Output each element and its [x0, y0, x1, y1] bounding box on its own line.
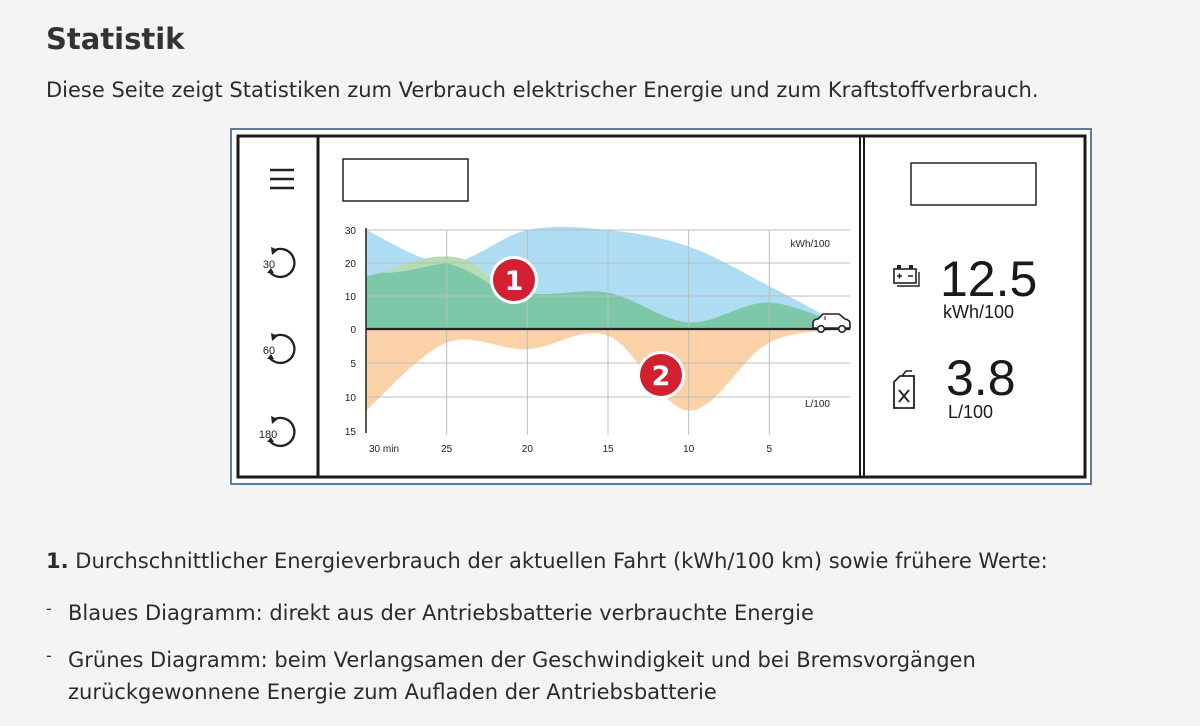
- fuel-value: 3.8: [946, 350, 1016, 406]
- bullet-green: [46, 644, 1166, 708]
- upper-unit-label: kWh/100: [790, 239, 830, 250]
- lower-unit-label: L/100: [804, 399, 830, 410]
- page-title: Statistik: [46, 22, 185, 56]
- legend-item-1: [46, 545, 1048, 577]
- callout-1: [490, 256, 538, 304]
- fuel-unit: L/100: [948, 402, 994, 422]
- chart-title-box: [343, 159, 468, 201]
- energy-unit: kWh/100: [943, 302, 1015, 322]
- readout-title-box: [911, 163, 1036, 205]
- statistics-screen-figure: [230, 128, 1092, 485]
- y-tick-label: 30: [344, 226, 356, 237]
- bullet-blue: [46, 597, 1166, 629]
- y-tick-label: 20: [344, 259, 356, 270]
- x-tick-label: 30 min: [368, 444, 400, 455]
- callout-1-label: 1: [504, 266, 524, 297]
- energy-value: 12.5: [940, 251, 1038, 307]
- statistics-screen-svg: [232, 130, 1090, 483]
- history-180-label: 180: [258, 429, 278, 441]
- x-tick-label: 5: [766, 444, 773, 455]
- x-tick-label: 20: [521, 444, 533, 455]
- y-tick-label: 10: [344, 292, 356, 303]
- bullet-green-text: Grünes Diagramm: beim Verlangsamen der Geschwindigkeit und bei Bremsvorgängen zurückgewonnene Energie zum Aufladen der Antriebsbatterie: [68, 648, 976, 704]
- x-tick-label: 15: [602, 444, 614, 455]
- y-tick-label: 5: [350, 359, 356, 370]
- x-tick-label: 25: [441, 444, 453, 455]
- y-tick-label: 0: [350, 325, 356, 336]
- intro-text: Diese Seite zeigt Statistiken zum Verbrauch elektrischer Energie und zum Kraftstoffverbrauch.: [46, 78, 1039, 102]
- callout-2-label: 2: [651, 361, 671, 392]
- legend-item-1-text: Durchschnittlicher Energieverbrauch der aktuellen Fahrt (kWh/100 km) sowie frühere Werte:: [75, 549, 1048, 573]
- x-tick-label: 10: [683, 444, 695, 455]
- history-60-label: 60: [262, 345, 276, 357]
- history-30-label: 30: [262, 259, 276, 271]
- bullet-dash: -: [46, 646, 52, 665]
- y-tick-label: 15: [344, 427, 356, 438]
- y-tick-label: 10: [344, 393, 356, 404]
- callout-2: [637, 351, 685, 399]
- legend-item-1-number: 1.: [46, 549, 69, 573]
- bullet-blue-text: Blaues Diagramm: direkt aus der Antriebsbatterie verbrauchte Energie: [68, 601, 814, 625]
- bullet-dash: -: [46, 599, 52, 618]
